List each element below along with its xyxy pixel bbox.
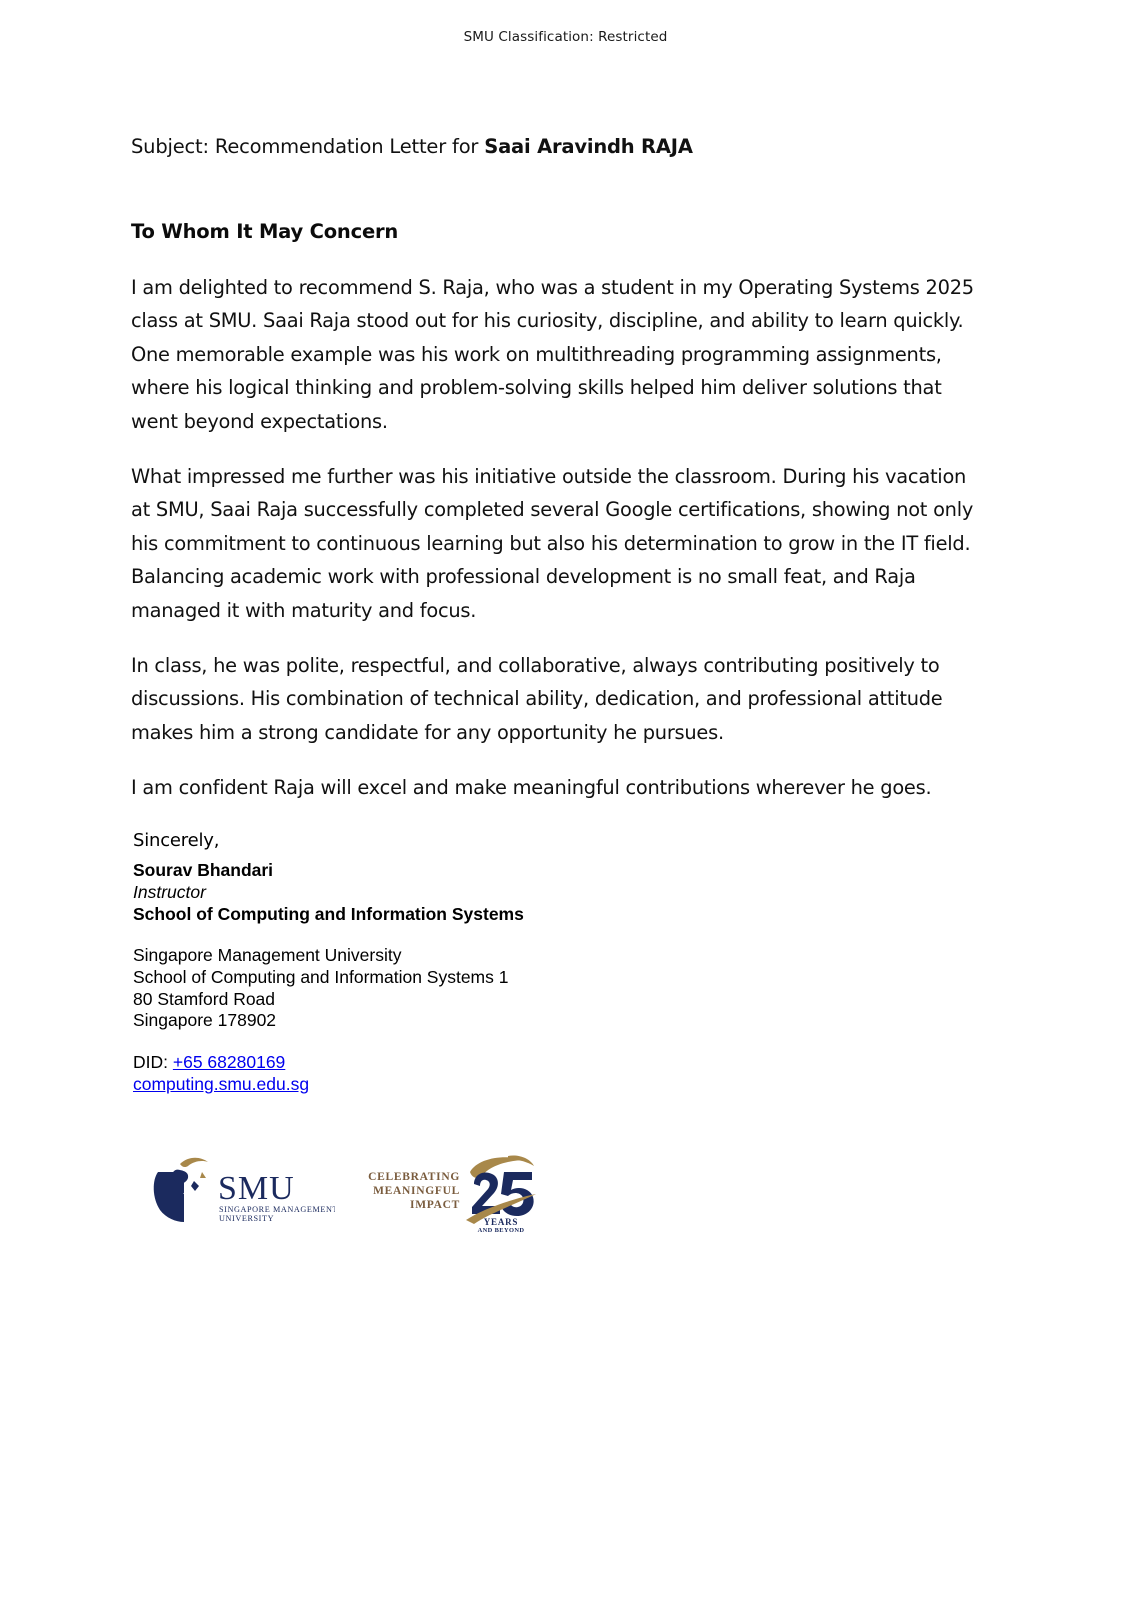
contact-block	[133, 1052, 733, 1096]
address-line-1: Singapore Management University	[133, 945, 402, 965]
anniversary-mark-svg	[464, 1150, 538, 1232]
smu-logo-svg	[150, 1154, 335, 1226]
subject-recipient-name: Saai Aravindh RAJA	[484, 135, 693, 158]
svg-text:SINGAPORE MANAGEMENT: SINGAPORE MANAGEMENT	[219, 1205, 335, 1214]
smu-logo	[150, 1154, 335, 1226]
anniversary-tagline	[368, 1170, 460, 1212]
phone-link[interactable]: +65 68280169	[172, 1052, 286, 1073]
anniversary-tagline-line-1: CELEBRATING	[368, 1171, 460, 1183]
anniversary-mark	[464, 1150, 538, 1232]
closing-salutation: Sincerely,	[133, 830, 220, 851]
address-line-4: Singapore 178902	[133, 1010, 277, 1031]
logo-row	[150, 1146, 570, 1236]
body-paragraph-1: I am delighted to recommend S. Raja, who was a student in my Operating Systems 2025 class at SMU. Saai Raja stood out for his curiosity, discipline, and ability to learn quickly. One memorable example was his work on multithreading programming assignments, where his logical thinking and problem-solving skills helped him deliver solutions that went beyond expectations.	[131, 276, 974, 433]
anniversary-tagline-line-3: IMPACT	[410, 1199, 460, 1211]
website-line	[133, 1074, 733, 1096]
letter-body	[131, 132, 976, 805]
address-block	[133, 945, 733, 1032]
anniversary-tagline-line-2: MEANINGFUL	[373, 1185, 460, 1197]
subject-prefix: Subject: Recommendation Letter for	[131, 135, 485, 158]
salutation: To Whom It May Concern	[131, 220, 399, 243]
body-paragraph-4: I am confident Raja will excel and make meaningful contributions wherever he goes.	[131, 776, 932, 800]
phone-line	[133, 1052, 733, 1074]
address-line-3: 80 Stamford Road	[133, 988, 276, 1009]
signer-role: Instructor	[133, 882, 206, 902]
signer-name: Sourav Bhandari	[133, 860, 274, 880]
svg-text:SMU: SMU	[218, 1170, 295, 1207]
address-line-2: School of Computing and Information Systems 1	[133, 966, 509, 987]
svg-text:YEARS: YEARS	[483, 1217, 519, 1227]
subject-line	[131, 132, 976, 162]
smu-25-years-logo	[368, 1150, 538, 1232]
did-label: DID:	[133, 1052, 173, 1073]
body-paragraph-2: What impressed me further was his initiative outside the classroom. During his vacation at SMU, Saai Raja successfully completed several Google certifications, showing not only his commitment to continuous learning but also his determination to grow in the IT field. Balancing academic work with professional development is no small feat, and Raja managed it with maturity and focus.	[131, 465, 974, 622]
website-link[interactable]: computing.smu.edu.sg	[133, 1073, 310, 1094]
svg-text:UNIVERSITY: UNIVERSITY	[219, 1214, 275, 1223]
svg-text:AND BEYOND: AND BEYOND	[477, 1227, 525, 1232]
classification-header: SMU Classification: Restricted	[463, 29, 668, 45]
signature-block	[133, 828, 733, 1096]
signer-department: School of Computing and Information Systems	[133, 904, 524, 924]
body-paragraph-3: In class, he was polite, respectful, and collaborative, always contributing positively to discussions. His combination of technical ability, dedication, and professional attitude makes him a strong candidate for any opportunity he pursues.	[131, 654, 943, 744]
